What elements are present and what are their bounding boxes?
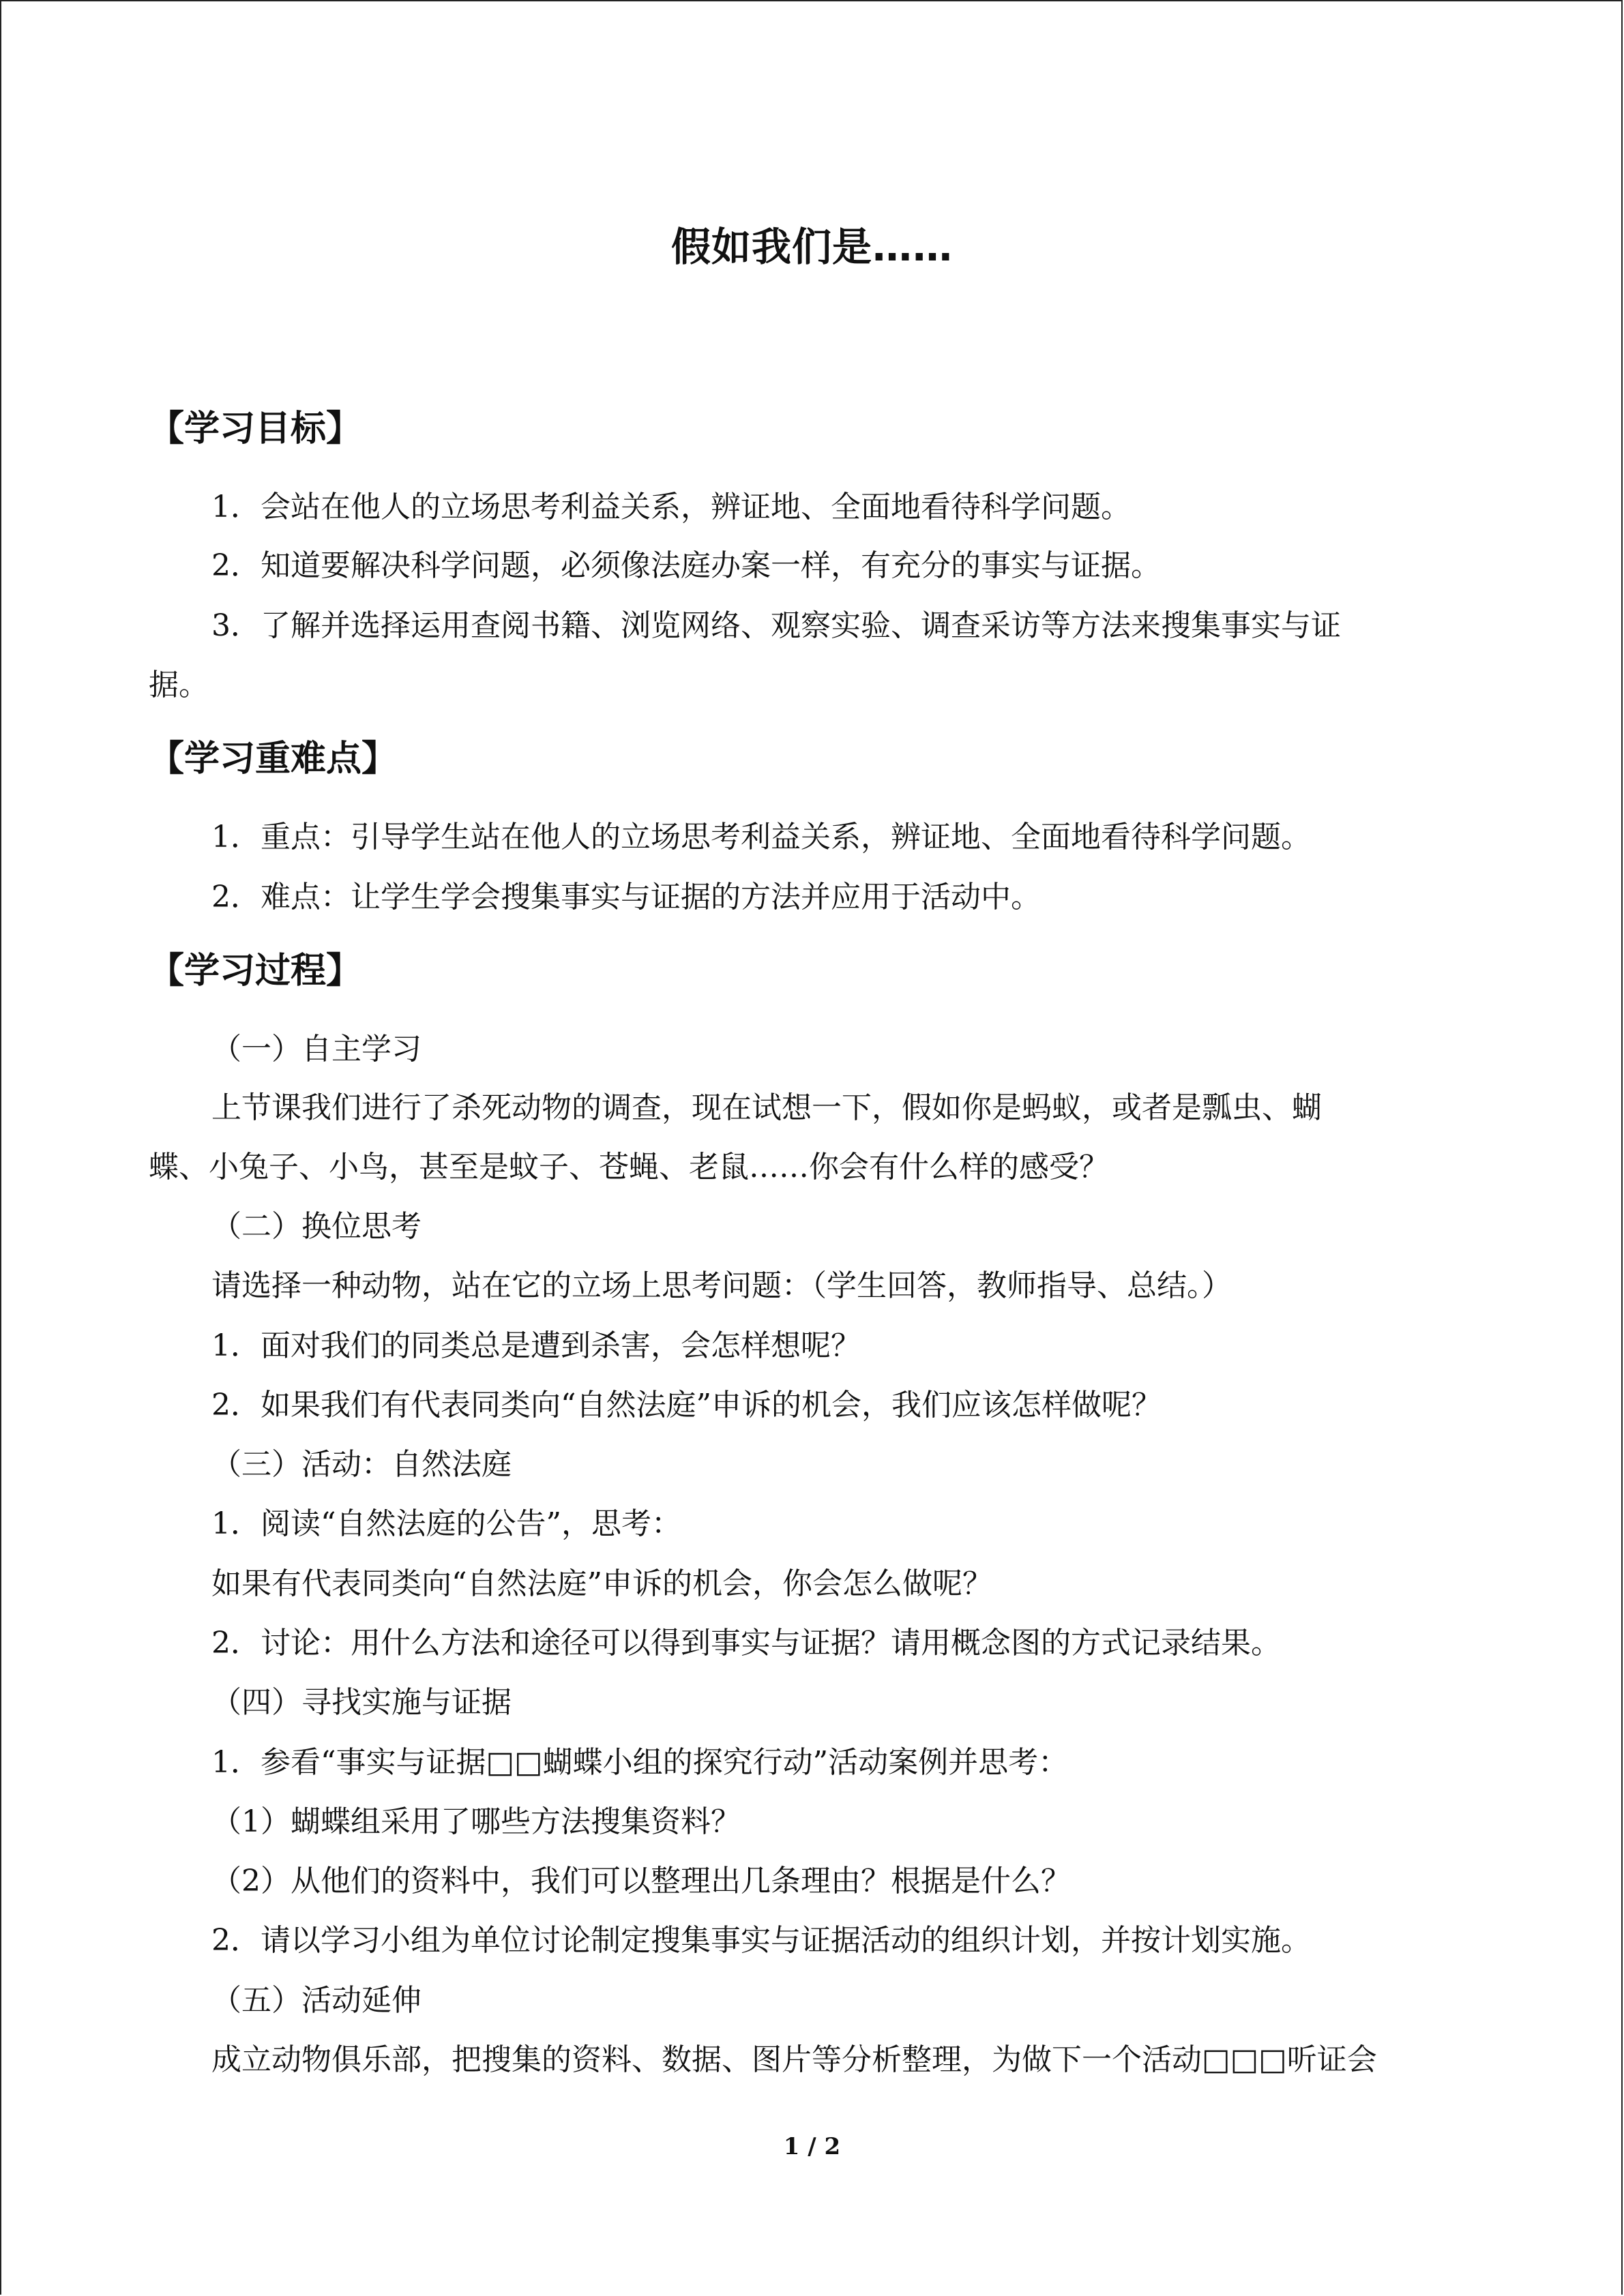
document-title: 假如我们是…… bbox=[670, 224, 953, 270]
objective-item: 1．会站在他人的立场思考利益关系，辨证地、全面地看待科学问题。 bbox=[211, 490, 1131, 524]
section-heading-objectives: 【学习目标】 bbox=[149, 408, 362, 449]
process-paragraph-continuation: 蝶、小兔子、小鸟，甚至是蚊子、苍蝇、老鼠……你会有什么样的感受？ bbox=[149, 1150, 1109, 1184]
process-question: 2．如果我们有代表同类向“自然法庭”申诉的机会，我们应该怎样做呢？ bbox=[211, 1388, 1162, 1422]
process-paragraph: 如果有代表同类向“自然法庭”申诉的机会，你会怎么做呢？ bbox=[211, 1566, 992, 1601]
objective-item: 2．知道要解决科学问题，必须像法庭办案一样，有充分的事实与证据。 bbox=[211, 548, 1161, 583]
process-paragraph: 上节课我们进行了杀死动物的调查，现在试想一下，假如你是蚂蚁，或者是瓢虫、蝴 bbox=[211, 1090, 1322, 1125]
process-paragraph: 2．讨论：用什么方法和途径可以得到事实与证据？请用概念图的方式记录结果。 bbox=[211, 1626, 1281, 1660]
process-subheading: （三）活动：自然法庭 bbox=[211, 1447, 512, 1482]
process-question: 1．面对我们的同类总是遭到杀害，会怎样想呢？ bbox=[211, 1328, 861, 1363]
process-paragraph: 1．阅读“自然法庭的公告”，思考： bbox=[211, 1506, 681, 1541]
process-question: （2）从他们的资料中，我们可以整理出几条理由？根据是什么？ bbox=[211, 1864, 1071, 1898]
key-point-item: 2．难点：让学生学会搜集事实与证据的方法并应用于活动中。 bbox=[211, 880, 1041, 914]
objective-item: 3．了解并选择运用查阅书籍、浏览网络、观察实验、调查采访等方法来搜集事实与证 bbox=[211, 608, 1341, 643]
process-question: （1）蝴蝶组采用了哪些方法搜集资料？ bbox=[211, 1804, 741, 1839]
process-subheading: （四）寻找实施与证据 bbox=[211, 1685, 512, 1720]
process-paragraph: 请选择一种动物，站在它的立场上思考问题：（学生回答，教师指导、总结。） bbox=[211, 1268, 1232, 1303]
process-subheading: （五）活动延伸 bbox=[211, 1983, 422, 2018]
objective-item-continuation: 据。 bbox=[149, 668, 209, 702]
key-point-item: 1．重点：引导学生站在他人的立场思考利益关系，辨证地、全面地看待科学问题。 bbox=[211, 820, 1311, 854]
process-paragraph: 2．请以学习小组为单位讨论制定搜集事实与证据活动的组织计划，并按计划实施。 bbox=[211, 1923, 1311, 1958]
section-heading-key-points: 【学习重难点】 bbox=[149, 739, 398, 779]
page-number: 1 / 2 bbox=[783, 2133, 841, 2160]
process-subheading: （一）自主学习 bbox=[211, 1032, 422, 1067]
process-subheading: （二）换位思考 bbox=[211, 1209, 422, 1244]
process-paragraph: 成立动物俱乐部，把搜集的资料、数据、图片等分析整理，为做下一个活动□□□听证会 bbox=[211, 2042, 1377, 2077]
process-paragraph: 1．参看“事实与证据□□蝴蝶小组的探究行动”活动案例并思考： bbox=[211, 1745, 1069, 1780]
section-heading-process: 【学习过程】 bbox=[149, 951, 362, 992]
